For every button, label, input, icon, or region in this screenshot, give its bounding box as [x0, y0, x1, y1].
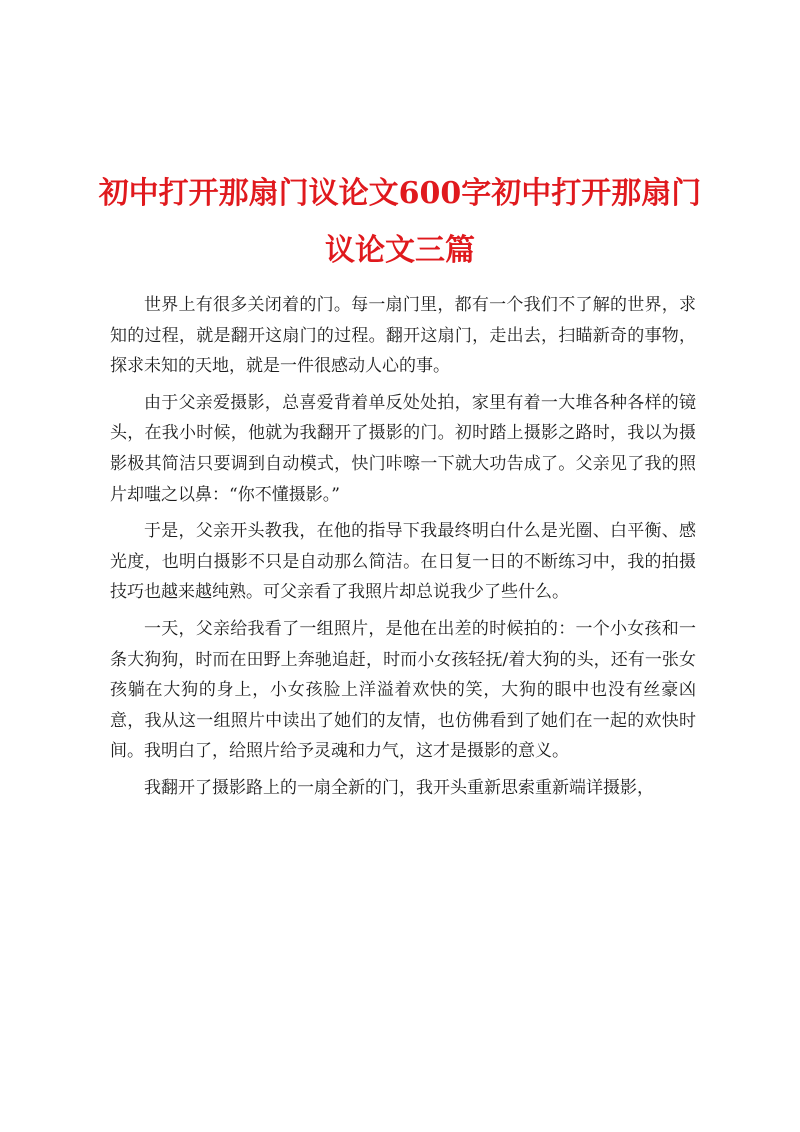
paragraph-1: 世界上有很多关闭着的门。每一扇门里，都有一个我们不了解的世界，求知的过程，就是翻开这扇门的过程。翻开这扇门，走出去，扫瞄新奇的事物，探求未知的天地，就是一件很感动人心的事。: [110, 295, 696, 377]
document-body: [110, 290, 696, 810]
document-title: 初中打开那扇门议论文600字初中打开那扇门议论文三篇: [98, 176, 702, 268]
paragraph-4: 一天，父亲给我看了一组照片，是他在出差的时候拍的：一个小女孩和一条大狗狗，时而在田野上奔驰追赶，时而小女孩轻抚/着大狗的头，还有一张女孩躺在大狗的身上，小女孩脸上洋溢着欢快的笑，大狗的眼中也没有丝豪凶意，我从这一组照片中读出了她们的友情，也仿佛看到了她们在一起的欢快时间。我明白了，给照片给予灵魂和力气，这才是摄影的意义。: [110, 618, 696, 762]
paragraph-5: 我翻开了摄影路上的一扇全新的门，我开头重新思索重新端详摄影，: [144, 777, 654, 798]
paragraph-2: 由于父亲爱摄影，总喜爱背着单反处处拍，家里有着一大堆各种各样的镜头，在我小时候，他就为我翻开了摄影的门。初时踏上摄影之路时，我以为摄影极其简洁只要调到自动模式，快门咔嚓一下就大功告成了。父亲见了我的照片却嗤之以鼻：“你不懂摄影。”: [110, 392, 696, 505]
paragraph-3: 于是，父亲开头教我，在他的指导下我最终明白什么是光圈、白平衡、感光度，也明白摄影不只是自动那么简洁。在日复一日的不断练习中，我的拍摄技巧也越来越纯熟。可父亲看了我照片却总说我少了些什么。: [110, 521, 696, 603]
